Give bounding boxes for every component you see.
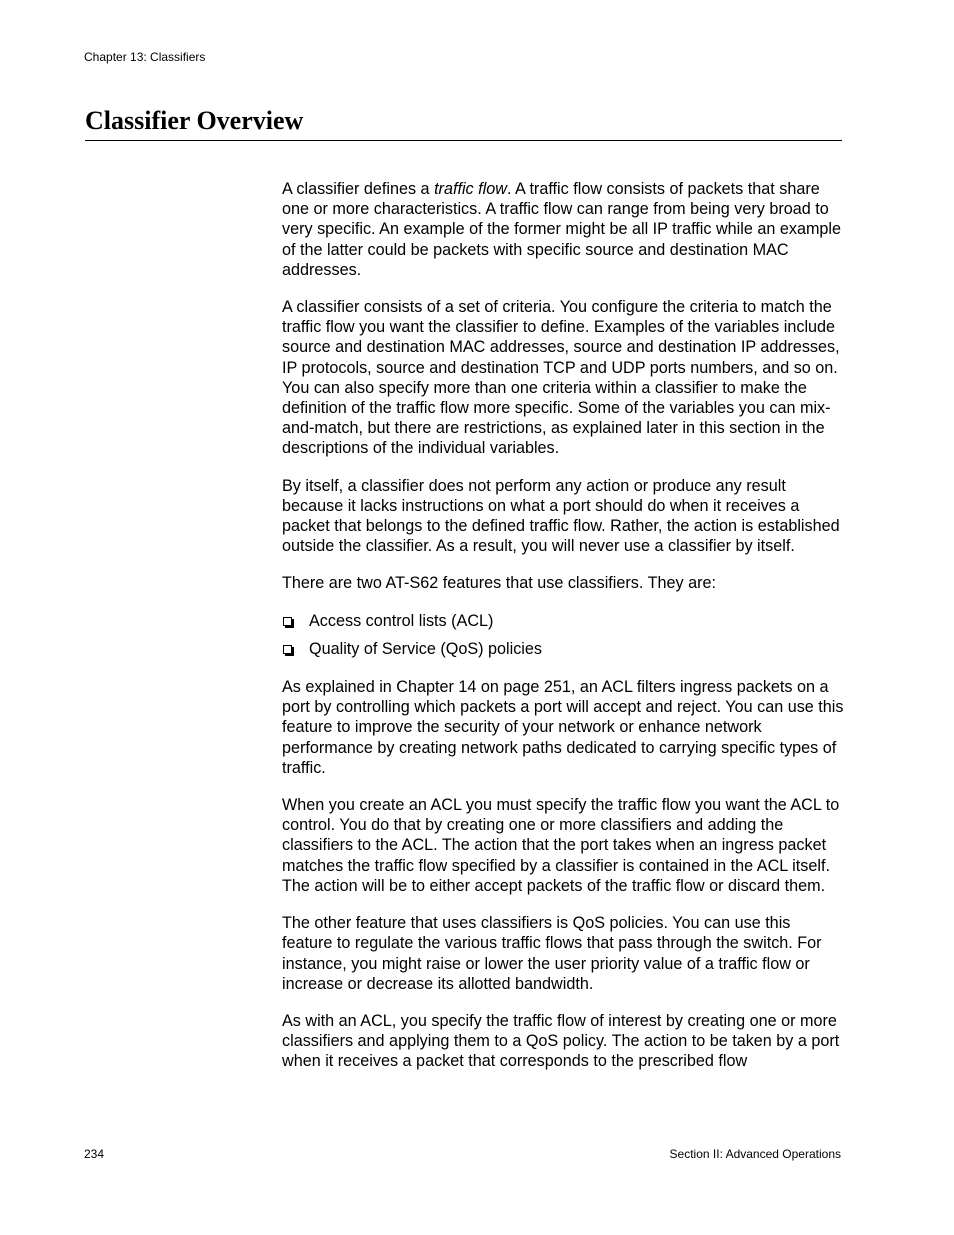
paragraph-1 bbox=[282, 179, 844, 280]
list-item-label: Access control lists (ACL) bbox=[309, 611, 494, 630]
paragraph-1-rest: . A traffic flow consists of packets that share one or more characteristics. A traffic flow can range from being very broad to very specific. An example of the former might be all IP traffic while an example of the latter could be packets with specific source and destination MAC addresses. bbox=[282, 180, 842, 279]
checkbox-bullet-icon bbox=[283, 617, 292, 626]
paragraph-4: There are two AT-S62 features that use classifiers. They are: bbox=[282, 574, 716, 593]
paragraph-5: As explained in Chapter 14 on page 251, an ACL filters ingress packets on a port by controlling which packets a port will accept and reject. You can use this feature to improve the security of your network or enhance network performance by creating network paths dedicated to carrying specific types of traffic. bbox=[282, 678, 844, 777]
body-text bbox=[282, 179, 844, 1089]
feature-list bbox=[282, 611, 844, 659]
list-item bbox=[282, 611, 844, 631]
checkbox-bullet-icon bbox=[283, 645, 292, 654]
list-item-label: Quality of Service (QoS) policies bbox=[309, 639, 543, 658]
paragraph-6: When you create an ACL you must specify the traffic flow you want the ACL to control. You do that by creating one or more classifiers and adding the classifiers to the ACL. The action that the port takes when an ingress packet matches the traffic flow specified by a classifier is contained in the ACL itself. The action will be to either accept packets of the traffic flow or discard them. bbox=[282, 796, 840, 895]
paragraph-8: As with an ACL, you specify the traffic flow of interest by creating one or more classifiers and applying them to a QoS policy. The action to be taken by a port when it receives a packet that corresponds to the prescribed flow bbox=[282, 1011, 840, 1071]
list-item bbox=[282, 639, 844, 659]
paragraph-1-start: A classifier defines a bbox=[282, 180, 435, 198]
running-footer-section: Section II: Advanced Operations bbox=[669, 1147, 841, 1161]
section-title: Classifier Overview bbox=[85, 106, 304, 135]
paragraph-7: The other feature that uses classifiers is QoS policies. You can use this feature to regulate the various traffic flows that pass through the switch. For instance, you might raise or lower the user priority value of a traffic flow or increase or decrease its allotted bandwidth. bbox=[282, 914, 822, 993]
term-traffic-flow: traffic flow bbox=[434, 180, 507, 198]
paragraph-3: By itself, a classifier does not perform any action or produce any result because it lacks instructions on what a port should do when it receives a packet that belongs to the defined traffic flow. Rather, the action is established outside the classifier. As a result, you will never use a classifier by itself. bbox=[282, 476, 840, 556]
paragraph-2: A classifier consists of a set of criteria. You configure the criteria to match the traffic flow you want the classifier to define. Examples of the variables include source and destination MAC addresses, source and destination IP addresses, IP protocols, source and destination TCP and UDP ports numbers, and so on. You can also specify more than one criteria within a classifier to make the definition of the traffic flow more specific. Some of the variables you can mix-and-match, but there are restrictions, as explained later in this section in the descriptions of the individual variables. bbox=[282, 298, 840, 458]
running-header: Chapter 13: Classifiers bbox=[84, 50, 206, 64]
title-rule bbox=[85, 140, 842, 141]
page-number: 234 bbox=[84, 1147, 105, 1161]
